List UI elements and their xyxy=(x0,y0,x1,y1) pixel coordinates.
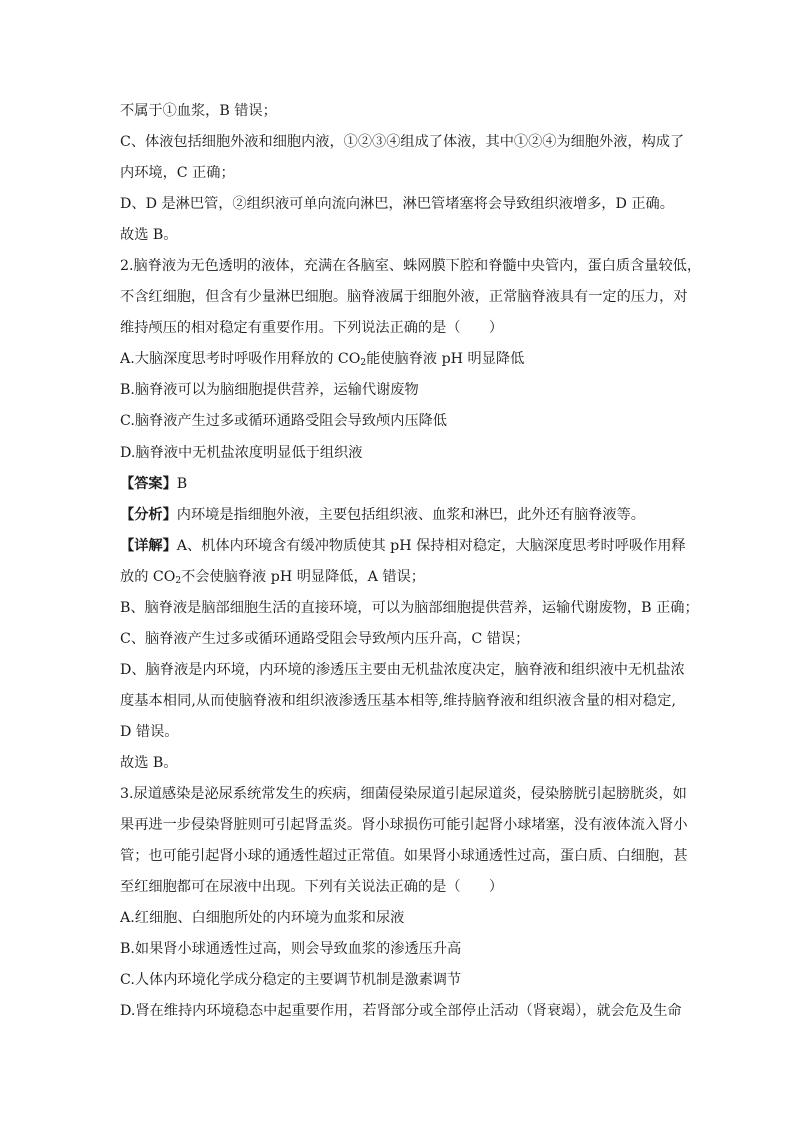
q1-explanation-d: D、D 是淋巴管，②组织液可单向流向淋巴，淋巴管堵塞将会导致组织液增多，D 正确。 xyxy=(120,196,674,213)
q1-explanation-c-line1: C、体液包括细胞外液和细胞内液，①②③④组成了体液，其中①②④为细胞外液，构成了 xyxy=(120,134,685,151)
q1-conclusion: 故选 B。 xyxy=(120,227,178,244)
q3-stem-line3: 管；也可能引起肾小球的通透性超过正常值。如果肾小球通透性过高，蛋白质、白细胞，甚 xyxy=(120,848,688,865)
q2-detail-a-line2-subscript: 2 xyxy=(175,575,182,586)
q2-detail-tag: 【详解】 xyxy=(120,537,177,554)
q2-conclusion: 故选 B。 xyxy=(120,754,178,771)
q2-option-a-post: 能使脑脊液 pH 明显降低 xyxy=(366,351,525,368)
q3-option-a: A.红细胞、白细胞所处的内环境为血浆和尿液 xyxy=(120,910,405,927)
q2-option-a xyxy=(120,344,676,375)
q2-detail-a-line2-post: 不会使脑脊液 pH 明显降低，A 错误； xyxy=(181,568,425,585)
q2-option-b: B.脑脊液可以为脑细胞提供营养，运输代谢废物 xyxy=(120,382,419,399)
q2-stem-line2: 不含红细胞，但含有少量淋巴细胞。脑脊液属于细胞外液，正常脑脊液具有一定的压力，对 xyxy=(120,289,688,306)
q3-option-d: D.肾在维持内环境稳态中起重要作用，若肾部分或全部停止活动（肾衰竭），就会危及生命 xyxy=(120,1003,682,1020)
q2-option-d: D.脑脊液中无机盐浓度明显低于组织液 xyxy=(120,444,363,461)
q3-stem-line4: 至红细胞都可在尿液中出现。下列有关说法正确的是（ ） xyxy=(120,879,504,896)
q2-analysis-tag: 【分析】 xyxy=(120,506,177,523)
q2-option-a-subscript: 2 xyxy=(360,358,367,369)
q2-detail-a-line2 xyxy=(120,562,676,593)
q2-analysis xyxy=(120,500,676,531)
q2-analysis-text: 内环境是指细胞外液，主要包括组织液、血浆和淋巴，此外还有脑脊液等。 xyxy=(176,506,645,523)
q2-detail-a-line2-pre: 放的 CO xyxy=(120,568,176,585)
q2-option-a-pre: A.大脑深度思考时呼吸作用释放的 CO xyxy=(120,351,361,368)
q2-answer xyxy=(120,469,676,500)
q2-option-c: C.脑脊液产生过多或循环通路受阻会导致颅内压降低 xyxy=(120,413,447,430)
q2-answer-value: B xyxy=(176,475,188,492)
q2-answer-tag: 【答案】 xyxy=(120,475,177,492)
q3-option-c: C.人体内环境化学成分稳定的主要调节机制是激素调节 xyxy=(120,972,462,989)
q1-explanation-c-line2: 内环境，C 正确； xyxy=(120,165,235,182)
q2-detail-d-line2: 度基本相同,从而使脑脊液和组织液渗透压基本相等,维持脑脊液和组织液含量的相对稳定, xyxy=(120,692,676,709)
document-page xyxy=(120,96,702,1027)
q2-detail-a-line1 xyxy=(120,531,686,562)
q2-detail-d-line1: D、脑脊液是内环境，内环境的渗透压主要由无机盐浓度决定，脑脊液和组织液中无机盐浓 xyxy=(120,661,685,678)
q2-detail-c: C、脑脊液产生过多或循环通路受阻会导致颅内压升高，C 错误； xyxy=(120,630,530,647)
q2-detail-d-line3: D 错误。 xyxy=(120,723,179,740)
q2-detail-a-line1-text: A、机体内环境含有缓冲物质使其 pH 保持相对稳定，大脑深度思考时呼吸作用释 xyxy=(176,537,686,554)
q3-stem-line1: 3.尿道感染是泌尿系统常发生的疾病，细菌侵染尿道引起尿道炎，侵染膀胱引起膀胱炎，如 xyxy=(120,786,687,803)
q2-stem-line1: 2.脑脊液为无色透明的液体，充满在各脑室、蛛网膜下腔和脊髓中央管内，蛋白质含量较低， xyxy=(120,258,702,275)
q3-stem-line2: 果再进一步侵染肾脏则可引起肾盂炎。肾小球损伤可能引起肾小球堵塞，没有液体流入肾小 xyxy=(120,817,688,834)
q2-stem-line3: 维持颅压的相对稳定有重要作用。下列说法正确的是（ ） xyxy=(120,320,504,337)
q3-option-b: B.如果肾小球通透性过高，则会导致血浆的渗透压升高 xyxy=(120,941,462,958)
q1-option-b-tail: 不属于①血浆，B 错误； xyxy=(120,103,277,119)
q2-detail-b: B、脑脊液是脑部细胞生活的直接环境，可以为脑部细胞提供营养，运输代谢废物，B 正确； xyxy=(120,599,699,616)
